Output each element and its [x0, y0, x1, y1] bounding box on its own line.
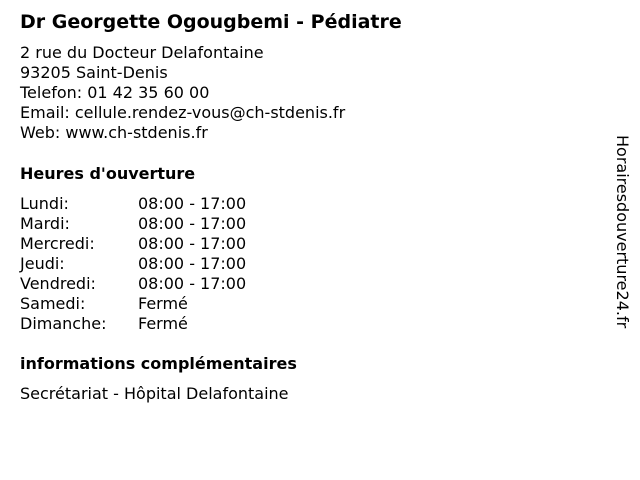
hours-row-tuesday	[20, 214, 246, 234]
day-label: Mercredi:	[20, 234, 95, 253]
day-hours: 08:00 - 17:00	[138, 214, 247, 233]
day-label: Samedi:	[20, 294, 86, 313]
opening-hours-table	[20, 194, 246, 334]
email-line: Email: cellule.rendez-vous@ch-stdenis.fr	[20, 103, 346, 122]
address-street: 2 rue du Docteur Delafontaine	[20, 43, 264, 62]
web-line: Web: www.ch-stdenis.fr	[20, 123, 208, 142]
day-hours: Fermé	[138, 294, 188, 313]
hours-row-saturday	[20, 294, 246, 314]
hours-row-thursday	[20, 254, 246, 274]
hours-row-monday	[20, 194, 246, 214]
additional-info-heading: informations complémentaires	[20, 354, 297, 373]
hours-row-friday	[20, 274, 246, 294]
additional-info-text: Secrétariat - Hôpital Delafontaine	[20, 384, 289, 403]
day-label: Dimanche:	[20, 314, 107, 333]
day-hours: 08:00 - 17:00	[138, 194, 247, 213]
day-label: Mardi:	[20, 214, 70, 233]
day-hours: 08:00 - 17:00	[138, 234, 247, 253]
day-hours: 08:00 - 17:00	[138, 274, 247, 293]
site-watermark: Horairesdouverture24.fr	[613, 135, 632, 329]
day-label: Vendredi:	[20, 274, 96, 293]
phone-line: Telefon: 01 42 35 60 00	[20, 83, 210, 102]
opening-hours-heading: Heures d'ouverture	[20, 164, 196, 183]
hours-row-sunday	[20, 314, 246, 334]
day-label: Jeudi:	[20, 254, 65, 273]
page-title: Dr Georgette Ogougbemi - Pédiatre	[20, 11, 402, 33]
day-hours: Fermé	[138, 314, 188, 333]
hours-row-wednesday	[20, 234, 246, 254]
address-city: 93205 Saint-Denis	[20, 63, 168, 82]
day-label: Lundi:	[20, 194, 69, 213]
day-hours: 08:00 - 17:00	[138, 254, 247, 273]
contact-block	[20, 43, 345, 143]
